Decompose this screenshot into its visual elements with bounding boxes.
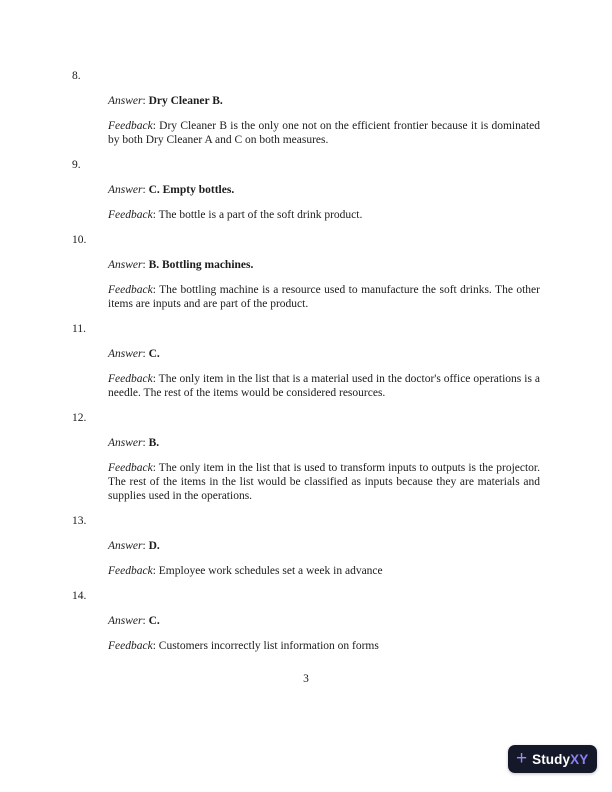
- answer-text: B.: [148, 437, 160, 449]
- qa-item-8: [72, 69, 540, 147]
- feedback-label: Feedback:: [108, 462, 156, 474]
- answer-line: [108, 183, 540, 197]
- question-number: 8.: [72, 70, 81, 82]
- brand-name: [532, 752, 588, 767]
- answer-label: Answer:: [108, 259, 146, 271]
- answer-text: C.: [148, 348, 160, 360]
- feedback-text: Customers incorrectly list information on forms: [158, 640, 379, 652]
- feedback-label: Feedback:: [108, 284, 156, 296]
- feedback-line: [108, 461, 540, 503]
- qa-body: [72, 347, 540, 400]
- feedback-label: Feedback:: [108, 373, 156, 385]
- qa-body: [72, 183, 540, 222]
- answer-text: B. Bottling machines.: [148, 259, 254, 271]
- feedback-text: The only item in the list that is used to transform inputs to outputs is the projector. The rest of the items in the list would be classified as inputs because they are materials and supplies used in the operations.: [108, 462, 540, 502]
- qa-item-13: [72, 514, 540, 578]
- qa-item-14: [72, 589, 540, 653]
- feedback-label: Feedback:: [108, 209, 156, 221]
- qa-body: [72, 436, 540, 503]
- question-number: 9.: [72, 159, 81, 171]
- feedback-text: Dry Cleaner B is the only one not on the efficient frontier because it is dominated by both Dry Cleaner A and C on both measures.: [108, 120, 541, 146]
- question-number: 13.: [72, 515, 87, 527]
- feedback-line: [108, 283, 540, 311]
- feedback-line: [108, 208, 540, 222]
- qa-item-12: [72, 411, 540, 503]
- feedback-label: Feedback:: [108, 640, 156, 652]
- answer-line: [108, 347, 540, 361]
- feedback-line: [108, 119, 540, 147]
- answer-label: Answer:: [108, 437, 146, 449]
- answer-text: D.: [148, 540, 160, 552]
- answer-text: C.: [148, 615, 160, 627]
- answer-text: C. Empty bottles.: [148, 184, 235, 196]
- feedback-text: The bottle is a part of the soft drink product.: [158, 209, 363, 221]
- qa-body: [72, 614, 540, 653]
- qa-item-11: [72, 322, 540, 400]
- brand-xy-text: XY: [570, 751, 589, 767]
- question-number: 12.: [72, 412, 87, 424]
- answer-line: [108, 614, 540, 628]
- feedback-text: Employee work schedules set a week in advance: [158, 565, 383, 577]
- answer-line: [108, 436, 540, 450]
- qa-body: [72, 539, 540, 578]
- question-number: 14.: [72, 590, 87, 602]
- brand-study-text: Study: [532, 751, 571, 767]
- answer-label: Answer:: [108, 615, 146, 627]
- qa-body: [72, 258, 540, 311]
- feedback-label: Feedback:: [108, 120, 156, 132]
- question-number: 11.: [72, 323, 86, 335]
- feedback-text: The only item in the list that is a material used in the doctor's office operations is a needle. The rest of the items would be considered resources.: [108, 373, 540, 399]
- feedback-label: Feedback:: [108, 565, 156, 577]
- feedback-line: [108, 372, 540, 400]
- answer-label: Answer:: [108, 540, 146, 552]
- answer-label: Answer:: [108, 95, 146, 107]
- qa-item-10: [72, 233, 540, 311]
- answer-line: [108, 94, 540, 108]
- question-number: 10.: [72, 234, 87, 246]
- answer-line: [108, 539, 540, 553]
- answer-key-content: [72, 69, 540, 664]
- answer-label: Answer:: [108, 348, 146, 360]
- answer-line: [108, 258, 540, 272]
- plus-icon: +: [516, 747, 528, 769]
- qa-item-9: [72, 158, 540, 222]
- answer-label: Answer:: [108, 184, 146, 196]
- studyxy-logo: [508, 745, 597, 773]
- feedback-text: The bottling machine is a resource used to manufacture the soft drinks. The other items are inputs and are part of the product.: [108, 284, 540, 310]
- feedback-line: [108, 639, 540, 653]
- feedback-line: [108, 564, 540, 578]
- answer-text: Dry Cleaner B.: [148, 95, 223, 107]
- qa-body: [72, 94, 540, 147]
- page-number: 3: [303, 673, 309, 685]
